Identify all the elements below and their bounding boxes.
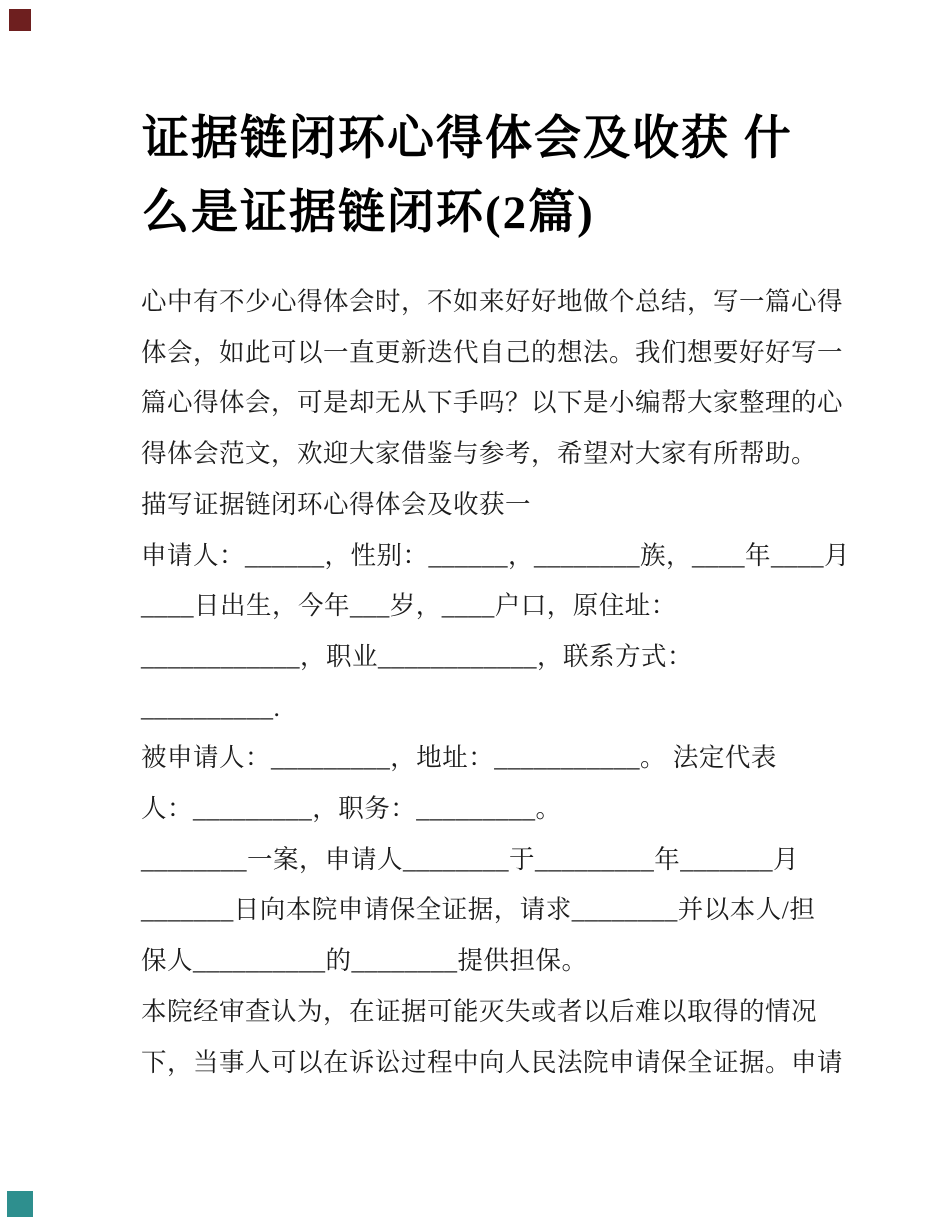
document-body	[141, 277, 851, 1088]
body-line: 下，当事人可以在诉讼过程中向人民法院申请保全证据。申请	[141, 1047, 844, 1077]
body-line-blank-form: ________一案，申请人________于_________年_______月	[141, 844, 800, 874]
body-line-blank-form: 保人__________的________提供担保。	[141, 946, 588, 976]
body-line-blank-form: ____日出生，今年___岁，____户口，原住址：	[141, 591, 677, 621]
title-line-2: 么是证据链闭环(2篇)	[142, 187, 595, 239]
body-line: 心中有不少心得体会时，不如来好好地做个总结，写一篇心得	[141, 287, 844, 316]
body-line-blank-form: __________.	[141, 692, 281, 722]
body-line: 本院经审查认为，在证据可能灭失或者以后难以取得的情况	[141, 996, 818, 1026]
body-line-blank-form: 申请人：______，性别：______，________族，____年____月	[141, 540, 851, 570]
title-line-1: 证据链闭环心得体会及收获 什	[142, 113, 793, 165]
body-line: 得体会范文，欢迎大家借鉴与参考，希望对大家有所帮助。	[141, 439, 818, 469]
body-line-blank-form: ____________，职业____________，联系方式：	[141, 641, 694, 671]
body-line: 篇心得体会，可是却无从下手吗？以下是小编帮大家整理的心	[141, 388, 844, 418]
body-line-blank-form: _______日向本院申请保全证据，请求________并以本人/担	[141, 895, 816, 925]
page-title	[142, 102, 830, 250]
body-line: 体会，如此可以一直更新迭代自己的想法。我们想要好好写一	[141, 337, 844, 367]
body-line-blank-form: 人：_________，职务：_________。	[141, 794, 562, 824]
body-line-blank-form: 被申请人：_________，地址：___________。 法定代表	[141, 743, 777, 773]
body-line-section-heading: 描写证据链闭环心得体会及收获一	[141, 489, 532, 519]
corner-marker-bottom-left	[7, 1191, 33, 1217]
corner-marker-top-left	[9, 9, 31, 31]
